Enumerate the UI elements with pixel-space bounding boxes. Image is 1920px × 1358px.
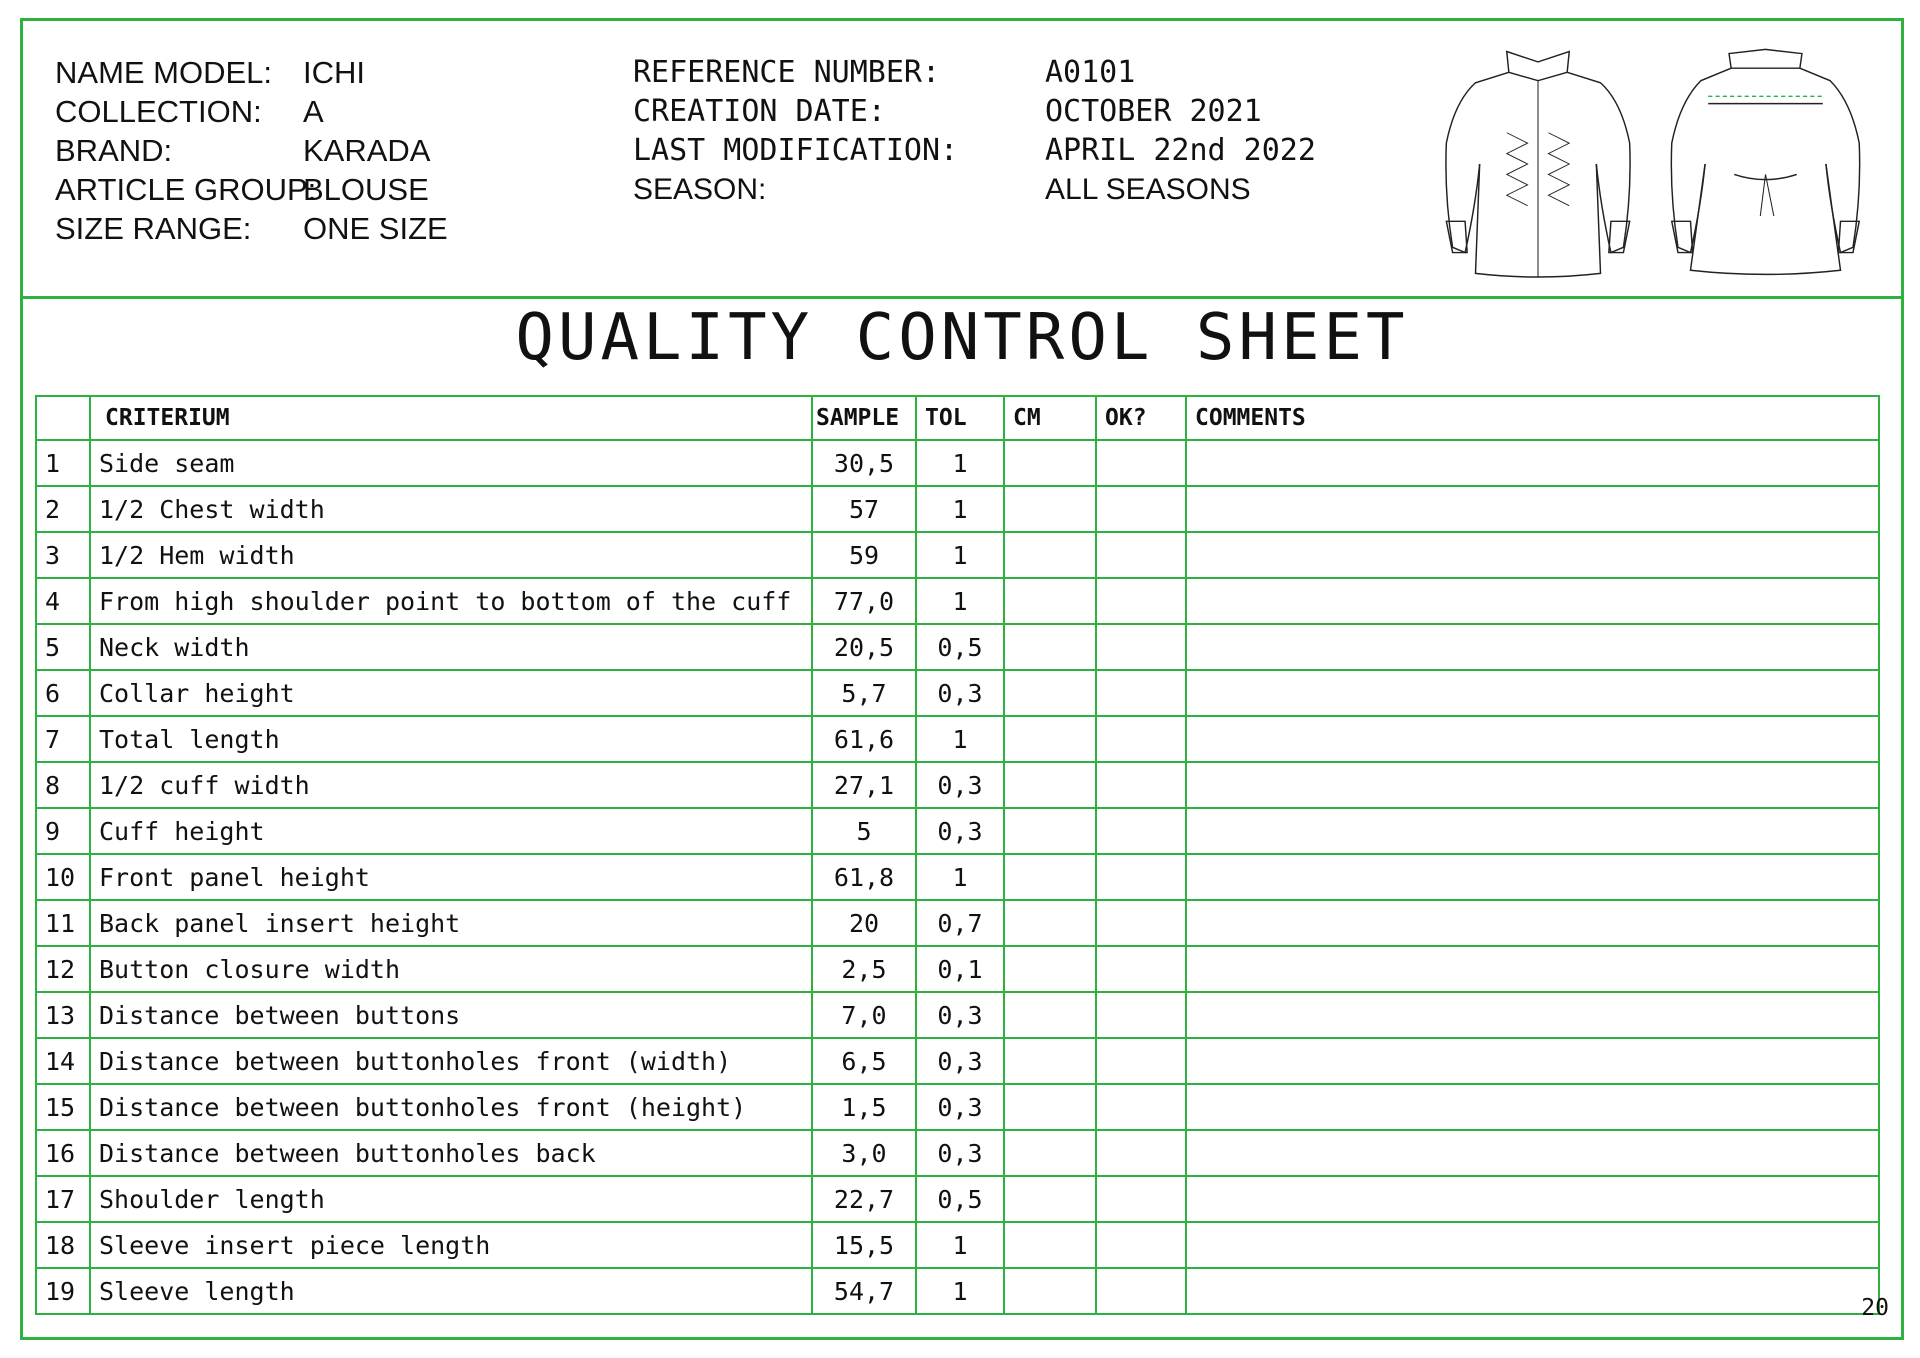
tolerance-cell: 1 bbox=[916, 854, 1004, 900]
row-number: 16 bbox=[36, 1130, 90, 1176]
meta-label: SEASON: bbox=[633, 173, 767, 206]
tolerance-cell: 1 bbox=[916, 578, 1004, 624]
criterium-cell: Distance between buttonholes front (height) bbox=[90, 1084, 812, 1130]
sample-cell: 27,1 bbox=[812, 762, 916, 808]
comments-cell[interactable] bbox=[1186, 808, 1879, 854]
cm-cell[interactable] bbox=[1004, 900, 1096, 946]
table-row bbox=[36, 624, 1879, 670]
sample-cell: 20 bbox=[812, 900, 916, 946]
sample-cell: 30,5 bbox=[812, 440, 916, 486]
table-row bbox=[36, 1222, 1879, 1268]
table-row bbox=[36, 1084, 1879, 1130]
row-number: 11 bbox=[36, 900, 90, 946]
column-header-tol: TOL bbox=[916, 396, 1004, 440]
ok-cell[interactable] bbox=[1096, 1084, 1186, 1130]
row-number: 18 bbox=[36, 1222, 90, 1268]
sample-cell: 22,7 bbox=[812, 1176, 916, 1222]
meta-value: A bbox=[303, 94, 324, 129]
row-number: 15 bbox=[36, 1084, 90, 1130]
ok-cell[interactable] bbox=[1096, 1038, 1186, 1084]
tolerance-cell: 0,5 bbox=[916, 624, 1004, 670]
tolerance-cell: 0,3 bbox=[916, 992, 1004, 1038]
row-number: 5 bbox=[36, 624, 90, 670]
tolerance-cell: 0,3 bbox=[916, 1084, 1004, 1130]
ok-cell[interactable] bbox=[1096, 1130, 1186, 1176]
table-row bbox=[36, 762, 1879, 808]
ok-cell[interactable] bbox=[1096, 1222, 1186, 1268]
meta-row bbox=[55, 170, 448, 209]
meta-row bbox=[55, 131, 448, 170]
table-row bbox=[36, 946, 1879, 992]
comments-cell[interactable] bbox=[1186, 900, 1879, 946]
row-number: 3 bbox=[36, 532, 90, 578]
ok-cell[interactable] bbox=[1096, 624, 1186, 670]
sample-cell: 2,5 bbox=[812, 946, 916, 992]
cm-cell[interactable] bbox=[1004, 716, 1096, 762]
sample-cell: 1,5 bbox=[812, 1084, 916, 1130]
row-number: 7 bbox=[36, 716, 90, 762]
row-number: 8 bbox=[36, 762, 90, 808]
meta-row bbox=[633, 170, 1316, 209]
meta-label: BRAND: bbox=[55, 133, 173, 168]
row-number: 1 bbox=[36, 440, 90, 486]
comments-cell[interactable] bbox=[1186, 762, 1879, 808]
table-row bbox=[36, 854, 1879, 900]
tolerance-cell: 0,3 bbox=[916, 1130, 1004, 1176]
criterium-cell: Sleeve length bbox=[90, 1268, 812, 1314]
row-number: 13 bbox=[36, 992, 90, 1038]
table-row bbox=[36, 486, 1879, 532]
ok-cell[interactable] bbox=[1096, 946, 1186, 992]
tolerance-cell: 0,3 bbox=[916, 762, 1004, 808]
column-header-sample: SAMPLE bbox=[812, 396, 916, 440]
cm-cell[interactable] bbox=[1004, 624, 1096, 670]
criterium-cell: Collar height bbox=[90, 670, 812, 716]
cm-cell[interactable] bbox=[1004, 486, 1096, 532]
comments-cell[interactable] bbox=[1186, 624, 1879, 670]
meta-row bbox=[55, 92, 448, 131]
table-row bbox=[36, 1130, 1879, 1176]
sample-cell: 7,0 bbox=[812, 992, 916, 1038]
page-number: 20 bbox=[1861, 1295, 1889, 1321]
tolerance-cell: 1 bbox=[916, 716, 1004, 762]
tolerance-cell: 1 bbox=[916, 532, 1004, 578]
tolerance-cell: 1 bbox=[916, 1222, 1004, 1268]
meta-label: REFERENCE NUMBER: bbox=[633, 55, 941, 90]
table-row bbox=[36, 992, 1879, 1038]
cm-cell[interactable] bbox=[1004, 946, 1096, 992]
criterium-cell: 1/2 cuff width bbox=[90, 762, 812, 808]
meta-label: CREATION DATE: bbox=[633, 94, 886, 129]
criterium-cell: Button closure width bbox=[90, 946, 812, 992]
meta-value: ICHI bbox=[303, 55, 365, 90]
meta-row bbox=[633, 131, 1316, 170]
ok-cell[interactable] bbox=[1096, 486, 1186, 532]
table-row bbox=[36, 1038, 1879, 1084]
row-number: 14 bbox=[36, 1038, 90, 1084]
table-row bbox=[36, 900, 1879, 946]
criterium-cell: From high shoulder point to bottom of the cuff bbox=[90, 578, 812, 624]
sample-cell: 61,6 bbox=[812, 716, 916, 762]
column-header-ok: OK? bbox=[1096, 396, 1186, 440]
ok-cell[interactable] bbox=[1096, 992, 1186, 1038]
cm-cell[interactable] bbox=[1004, 808, 1096, 854]
tolerance-cell: 0,3 bbox=[916, 1038, 1004, 1084]
blouse-back-sketch bbox=[1658, 39, 1873, 289]
sample-cell: 3,0 bbox=[812, 1130, 916, 1176]
quality-control-table bbox=[35, 395, 1880, 1315]
table-row bbox=[36, 716, 1879, 762]
table-row bbox=[36, 1176, 1879, 1222]
cm-cell[interactable] bbox=[1004, 1176, 1096, 1222]
table-row bbox=[36, 532, 1879, 578]
criterium-cell: Neck width bbox=[90, 624, 812, 670]
meta-value: ONE SIZE bbox=[303, 211, 448, 246]
comments-cell[interactable] bbox=[1186, 992, 1879, 1038]
comments-cell[interactable] bbox=[1186, 532, 1879, 578]
ok-cell[interactable] bbox=[1096, 854, 1186, 900]
cm-cell[interactable] bbox=[1004, 992, 1096, 1038]
column-header-cm: CM bbox=[1004, 396, 1096, 440]
comments-cell[interactable] bbox=[1186, 440, 1879, 486]
comments-cell[interactable] bbox=[1186, 1176, 1879, 1222]
table-row bbox=[36, 670, 1879, 716]
meta-label: COLLECTION: bbox=[55, 94, 262, 129]
meta-value: A0101 bbox=[1045, 55, 1136, 90]
ok-cell[interactable] bbox=[1096, 1268, 1186, 1314]
ok-cell[interactable] bbox=[1096, 808, 1186, 854]
comments-cell[interactable] bbox=[1186, 854, 1879, 900]
sample-cell: 6,5 bbox=[812, 1038, 916, 1084]
ok-cell[interactable] bbox=[1096, 716, 1186, 762]
cm-cell[interactable] bbox=[1004, 1268, 1096, 1314]
criterium-cell: Side seam bbox=[90, 440, 812, 486]
comments-cell[interactable] bbox=[1186, 716, 1879, 762]
ok-cell[interactable] bbox=[1096, 670, 1186, 716]
table-row bbox=[36, 1268, 1879, 1314]
row-number: 6 bbox=[36, 670, 90, 716]
cm-cell[interactable] bbox=[1004, 578, 1096, 624]
criterium-cell: Distance between buttonholes back bbox=[90, 1130, 812, 1176]
cm-cell[interactable] bbox=[1004, 1130, 1096, 1176]
ok-cell[interactable] bbox=[1096, 440, 1186, 486]
sample-cell: 57 bbox=[812, 486, 916, 532]
row-number: 9 bbox=[36, 808, 90, 854]
meta-value: APRIL 22nd 2022 bbox=[1045, 133, 1316, 168]
table-body bbox=[36, 440, 1879, 1314]
comments-cell[interactable] bbox=[1186, 1222, 1879, 1268]
cm-cell[interactable] bbox=[1004, 440, 1096, 486]
cm-cell[interactable] bbox=[1004, 670, 1096, 716]
cm-cell[interactable] bbox=[1004, 762, 1096, 808]
row-number: 2 bbox=[36, 486, 90, 532]
criterium-cell: Shoulder length bbox=[90, 1176, 812, 1222]
cm-cell[interactable] bbox=[1004, 1222, 1096, 1268]
meta-value: BLOUSE bbox=[303, 172, 429, 207]
comments-cell[interactable] bbox=[1186, 946, 1879, 992]
meta-value: ALL SEASONS bbox=[1045, 173, 1251, 206]
blouse-front-sketch bbox=[1428, 39, 1648, 289]
table-row bbox=[36, 578, 1879, 624]
comments-cell[interactable] bbox=[1186, 486, 1879, 532]
sample-cell: 59 bbox=[812, 532, 916, 578]
cm-cell[interactable] bbox=[1004, 532, 1096, 578]
meta-row bbox=[633, 53, 1316, 92]
meta-label: SIZE RANGE: bbox=[55, 211, 252, 246]
criterium-cell: Total length bbox=[90, 716, 812, 762]
table-row bbox=[36, 808, 1879, 854]
tolerance-cell: 0,3 bbox=[916, 670, 1004, 716]
comments-cell[interactable] bbox=[1186, 670, 1879, 716]
ok-cell[interactable] bbox=[1096, 532, 1186, 578]
tolerance-cell: 0,3 bbox=[916, 808, 1004, 854]
sample-cell: 5 bbox=[812, 808, 916, 854]
criterium-cell: Cuff height bbox=[90, 808, 812, 854]
comments-cell[interactable] bbox=[1186, 1130, 1879, 1176]
column-header-comments: COMMENTS bbox=[1186, 396, 1879, 440]
sample-cell: 77,0 bbox=[812, 578, 916, 624]
meta-value: OCTOBER 2021 bbox=[1045, 94, 1262, 129]
criterium-cell: 1/2 Hem width bbox=[90, 532, 812, 578]
header-section bbox=[23, 21, 1901, 299]
page-title: QUALITY CONTROL SHEET bbox=[515, 301, 1409, 375]
row-number: 4 bbox=[36, 578, 90, 624]
comments-cell[interactable] bbox=[1186, 1084, 1879, 1130]
ok-cell[interactable] bbox=[1096, 900, 1186, 946]
model-info bbox=[55, 53, 448, 248]
criterium-cell: 1/2 Chest width bbox=[90, 486, 812, 532]
sample-cell: 61,8 bbox=[812, 854, 916, 900]
comments-cell[interactable] bbox=[1186, 578, 1879, 624]
criterium-cell: Front panel height bbox=[90, 854, 812, 900]
sample-cell: 15,5 bbox=[812, 1222, 916, 1268]
sample-cell: 54,7 bbox=[812, 1268, 916, 1314]
ok-cell[interactable] bbox=[1096, 578, 1186, 624]
row-number: 10 bbox=[36, 854, 90, 900]
sample-cell: 5,7 bbox=[812, 670, 916, 716]
meta-label: NAME MODEL: bbox=[55, 55, 273, 90]
table-row bbox=[36, 440, 1879, 486]
meta-row bbox=[55, 53, 448, 92]
column-header-criterium: CRITERIUM bbox=[90, 396, 812, 440]
row-number: 19 bbox=[36, 1268, 90, 1314]
tolerance-cell: 0,5 bbox=[916, 1176, 1004, 1222]
row-number: 17 bbox=[36, 1176, 90, 1222]
comments-cell[interactable] bbox=[1186, 1038, 1879, 1084]
tolerance-cell: 0,7 bbox=[916, 900, 1004, 946]
meta-label: ARTICLE GROUP: bbox=[55, 172, 317, 207]
criterium-cell: Sleeve insert piece length bbox=[90, 1222, 812, 1268]
quality-control-sheet bbox=[20, 18, 1904, 1340]
ok-cell[interactable] bbox=[1096, 762, 1186, 808]
tolerance-cell: 1 bbox=[916, 486, 1004, 532]
cm-cell[interactable] bbox=[1004, 854, 1096, 900]
ok-cell[interactable] bbox=[1096, 1176, 1186, 1222]
table-header-row bbox=[36, 396, 1879, 440]
sample-cell: 20,5 bbox=[812, 624, 916, 670]
meta-label: LAST MODIFICATION: bbox=[633, 133, 959, 168]
tolerance-cell: 0,1 bbox=[916, 946, 1004, 992]
tolerance-cell: 1 bbox=[916, 440, 1004, 486]
criterium-cell: Distance between buttonholes front (width) bbox=[90, 1038, 812, 1084]
cm-cell[interactable] bbox=[1004, 1038, 1096, 1084]
meta-row bbox=[55, 209, 448, 248]
tolerance-cell: 1 bbox=[916, 1268, 1004, 1314]
column-header-number bbox=[36, 396, 90, 440]
meta-value: KARADA bbox=[303, 133, 431, 168]
cm-cell[interactable] bbox=[1004, 1084, 1096, 1130]
reference-info bbox=[633, 53, 1316, 209]
row-number: 12 bbox=[36, 946, 90, 992]
comments-cell[interactable] bbox=[1186, 1268, 1879, 1314]
criterium-cell: Distance between buttons bbox=[90, 992, 812, 1038]
criterium-cell: Back panel insert height bbox=[90, 900, 812, 946]
meta-row bbox=[633, 92, 1316, 131]
